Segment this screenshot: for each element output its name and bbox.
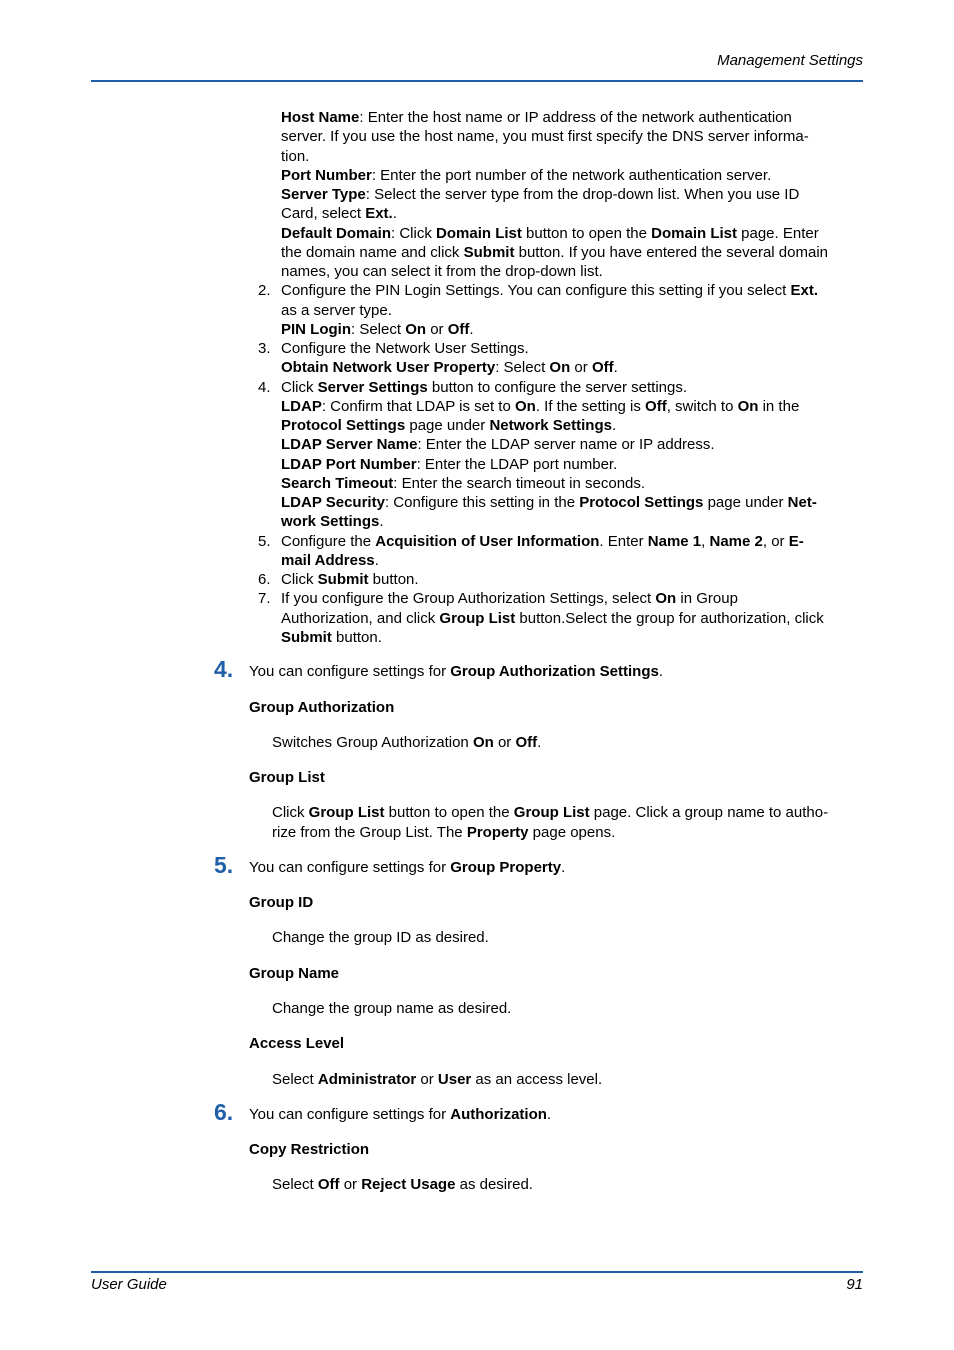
copy-restriction-heading: Copy Restriction (249, 1141, 370, 1158)
access-level-desc: Select Administrator or User as an access level. (272, 1071, 603, 1088)
step-5-text: You can configure settings for Group Property. (249, 859, 566, 876)
list-item-2: 2. Configure the PIN Login Settings. You can configure this setting if you select Ext. as a server type. PIN Login: Select On or Off. (258, 282, 818, 338)
step-number-6: 6. (214, 1099, 234, 1125)
header-rule (91, 80, 863, 82)
page-number: 91 (846, 1276, 863, 1293)
footer-rule (91, 1271, 863, 1273)
group-id-heading: Group ID (249, 894, 314, 911)
group-list-desc: Click Group List button to open the Group List page. Click a group name to autho- (272, 804, 829, 821)
list-item-5: 5. Configure the Acquisition of User Information. Enter Name 1, Name 2, or E- mail Address. (258, 532, 804, 569)
access-level-heading: Access Level (249, 1035, 345, 1052)
list-item-4: 4. Click Server Settings button to configure the server settings. LDAP: Confirm that LDAP is set to On. If the setting is Off, switch to On in the Protocol Settings page under Network Settings. LDAP Server Name: Enter the LDAP server name or IP address. LDAP Port Number: Enter the LDAP port number. Search Timeout: Enter the search timeout in seconds. LDAP Security: Configure this setting in the Protocol Settings page under Net- work Settings. (258, 378, 817, 531)
list-item-6: 6. Click Submit button. (258, 571, 419, 588)
host-name-line: Host Name: Enter the host name or IP address of the network authentication (281, 109, 792, 126)
server-type-line: Server Type: Select the server type from the drop-down list. When you use ID (281, 186, 800, 203)
copy-restriction-desc: Select Off or Reject Usage as desired. (272, 1176, 533, 1193)
group-authorization-heading: Group Authorization (249, 699, 395, 716)
group-id-desc: Change the group ID as desired. (272, 929, 489, 946)
list-item-3: 3. Configure the Network User Settings. Obtain Network User Property: Select On or Off. (258, 340, 618, 377)
group-list-heading: Group List (249, 769, 325, 786)
group-name-desc: Change the group name as desired. (272, 1000, 512, 1017)
step-4-text: You can configure settings for Group Authorization Settings. (249, 663, 664, 680)
settings-list: Host Name: Enter the host name or IP address of the network authentication server. If you use the host name, you must first specify the DNS server informa- tion. Port Number: Enter the port number of the network authentication server. Server Type: Select the server type from the drop-down list. When you use ID Card, select Ext.. Default Domain: Click Domain List button to open the Domain List page. Enter the domain name and click Submit button. If you have entered the several domain names, you can select it from the drop-down list. 2. Configure the PIN Login Settings. You can configure this setting if you select Ext. as a server type. PIN Login: Select On or Off. 3. Configure the Network User Settings. Obtain Network User Property: Select On or Off. 4. Click Server Settings button to configure the server settings. LDAP: Confirm that LDAP is set to On. If the setting is Off, switch to On in the Protocol Settings page under Network Settings. LDAP Server Name: Enter the LDAP server name or IP address. LDAP Port Number: Enter the LDAP port number. Search Timeout: Enter the search timeout in seconds. LDAP Security: Configure this setting in the Protocol Settings page under Net- work Settings. 5. Configure the Acquisition of User Information. Enter Name 1, Name 2, or E- mail Address. 6. Click Submit button. 7. If you configure the Group Authorization Settings, select On in Group Authorization, and click Group List button.Select the group for authorization, click Submit button. (281, 108, 865, 647)
step-6-text: You can configure settings for Authorization. (249, 1106, 552, 1123)
running-header: Management Settings (717, 52, 863, 69)
group-list-desc-2: rize from the Group List. The Property page opens. (272, 824, 616, 841)
step-number-4: 4. (214, 656, 234, 682)
group-authorization-desc: Switches Group Authorization On or Off. (272, 734, 542, 751)
footer-guide-title: User Guide (91, 1276, 167, 1293)
group-name-heading: Group Name (249, 965, 340, 982)
default-domain-line: Default Domain: Click Domain List button to open the Domain List page. Enter (281, 224, 819, 242)
step-number-5: 5. (214, 852, 234, 878)
port-number-line: Port Number: Enter the port number of the network authentication server. (281, 166, 772, 184)
list-item-7: 7. If you configure the Group Authorization Settings, select On in Group Authorization, and click Group List button.Select the group for authorization, click Submit button. (258, 590, 824, 646)
